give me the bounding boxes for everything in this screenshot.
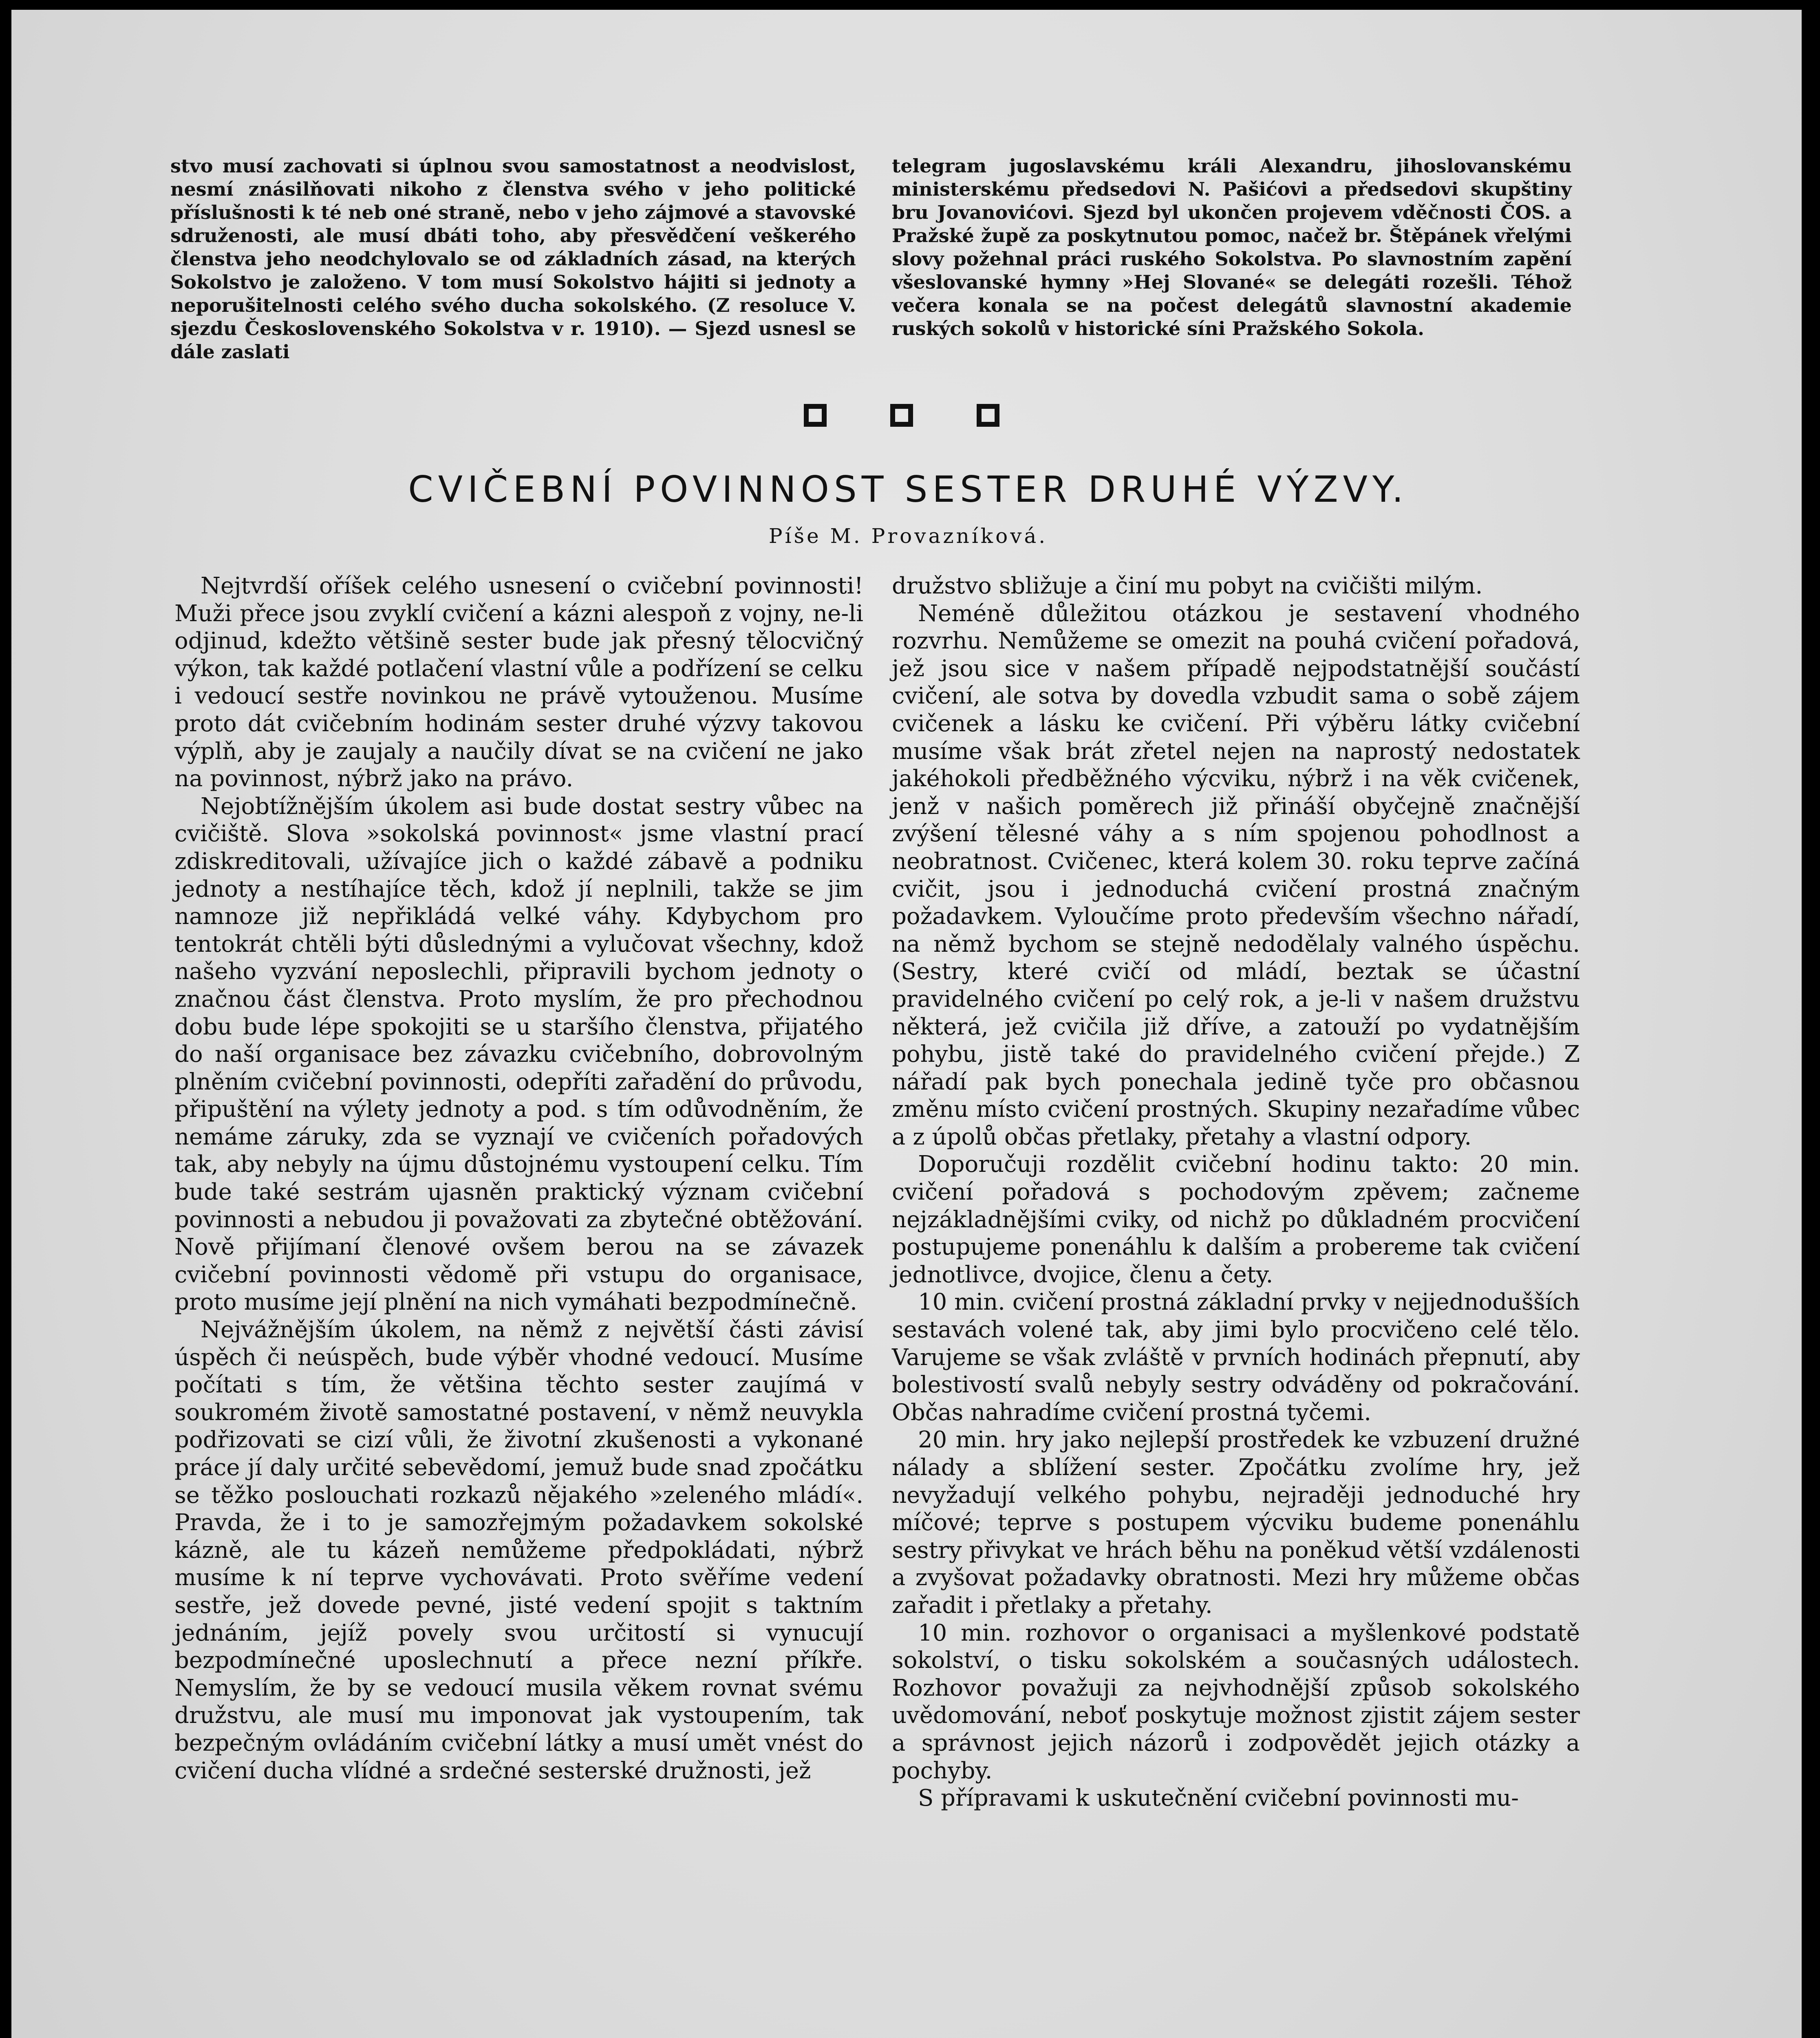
article-byline: Píše M. Provazníková.: [768, 524, 1048, 548]
paragraph: Doporučuji rozdělit cvičební hodinu takto: 20 min. cvičení pořadová s pochodovým zpěvem; začneme nejzákladnějšími cviky, od nichž po důkladném procvičení postupujeme ponenáhlu k dalším a probereme tak cvičení jednotlivce, dvojice, členu a čety.: [892, 1151, 1580, 1288]
paragraph: Nejtvrdší oříšek celého usnesení o cvičební povinnosti! Muži přece jsou zvyklí cvičení a kázni alespoň z vojny, ne-li odjinud, kdežto většině sester bude jak přesný tělocvičný výkon, tak každé potlačení vlastní vůle a podřízení se celku i vedoucí sestře novinkou ne právě vytouženou. Musíme proto dát cvičebním hodinám sester druhé výzvy takovou výplň, aby je zaujaly a naučily dívat se na cvičení ne jako na povinnost, nýbrž jako na právo.: [174, 573, 863, 792]
paragraph: Nejobtížnějším úkolem asi bude dostat sestry vůbec na cvičiště. Slova »sokolská povinnost« jsme vlastní prací zdiskreditovali, užívajíce jich o každé zábavě a podniku jednoty a nestíhajíce těch, kdož jí neplnili, takže se jim namnoze již nepřikládá velké váhy. Kdybychom pro tentokrát chtěli býti důslednými a vylučovat všechny, kdož našeho vyzvání neposlechli, připravili bychom jednoty o značnou část členstva. Proto myslím, že pro přechodnou dobu bude lépe spokojiti se u staršího členstva, přijatého do naší organisace bez závazku cvičebního, dobrovolným plněním cvičební povinnosti, odepříti zařadění do průvodu, připuštění na výlety jednoty a pod. s tím odůvodněním, že nemáme záruky, zda se vyznají ve cvičeních pořadových tak, aby nebyly na újmu důstojnému vystoupení celku. Tím bude také sestrám ujasněn praktický význam cvičební povinnosti a nebudou ji považovati za zbytečné obtěžování. Nově přijímaní členové ovšem berou na se závazek cvičební povinnosti vědomě při vstupu do organisace, proto musíme její plnění na nich vymáhati bezpodmínečně.: [174, 793, 863, 1316]
paragraph: Neméně důležitou otázkou je sestavení vhodného rozvrhu. Nemůžeme se omezit na pouhá cvičení pořadová, jež jsou sice v našem případě nejpodstatnější součástí cvičení, ale sotva by dovedla vzbudit sama o sobě zájem cvičenek a lásku ke cvičení. Při výběru látky cvičební musíme však brát zřetel nejen na naprostý nedostatek jakéhokoli předběžného výcviku, nýbrž i na věk cvičenek, jenž v našich poměrech již přináší obyčejně značnější zvýšení tělesné váhy a s ním spojenou pohodlnost a neobratnost. Cvičenec, která kolem 30. roku teprve začíná cvičit, jsou i jednoduchá cvičení prostná značným požadavkem. Vyloučíme proto především všechno nářadí, na němž bychom se stejně nedodělaly valného úspěchu. (Sestry, které cvičí od mládí, beztak se účastní pravidelného cvičení po celý rok, a je-li v našem družstvu některá, jež cvičila již dříve, a zatouží po vydatnějším pohybu, jistě také do pravidelného cvičení přejde.) Z nářadí pak bych ponechala jedině tyče pro občasnou změnu místo cvičení prostných. Skupiny nezařadíme vůbec a z úpolů občas přetlaky, přetahy a vlastní odpory.: [892, 600, 1580, 1150]
top-right-column: [892, 154, 1572, 340]
article-right-column: [892, 572, 1580, 1812]
separator-square-icon: [977, 404, 999, 427]
paragraph: 20 min. hry jako nejlepší prostředek ke vzbuzení družné nálady a sblížení sester. Zpočátku zvolíme hry, jež nevyžadují velkého pohybu, nejraději jednoduché hry míčové; teprve s postupem výcviku budeme ponenáhlu sestry přivykat ve hrách běhu na poněkud větší vzdálenosti a zvyšovat požadavky obratnosti. Mezi hry můžeme občas zařadit i přetlaky a přetahy.: [892, 1427, 1580, 1619]
paragraph: 10 min. cvičení prostná základní prvky v nejjednodušších sestavách volené tak, aby jimi bylo procvičeno celé tělo. Varujeme se však zvláště v prvních hodinách přepnutí, aby bolestivostí svalů nebyly sestry odváděny od pokračování. Občas nahradíme cvičení prostná tyčemi.: [892, 1289, 1580, 1426]
section-separator: [804, 397, 999, 434]
separator-square-icon: [804, 404, 827, 427]
scanned-page: [11, 10, 1802, 2038]
paragraph: S přípravami k uskutečnění cvičební povinnosti mu-: [918, 1785, 1519, 1812]
paragraph: družstvo sbližuje a činí mu pobyt na cvičišti milým.: [892, 573, 1483, 599]
top-left-paragraph: stvo musí zachovati si úplnou svou samostatnost a neodvislost, nesmí znásilňovati nikoho z členstva svého v jeho politické příslušnosti k té neb oné straně, nebo v jeho zájmové a stavovské sdruženosti, ale musí dbáti toho, aby přesvědčení veškerého členstva jeho neodchylovalo se od základních zásad, na kterých Sokolstvo je založeno. V tom musí Sokolstvo hájiti si jednoty a neporušitelnosti celého svého ducha sokolského. (Z resoluce V. sjezdu Československého Sokolstva v r. 1910). — Sjezd usnesl se dále zaslati: [170, 155, 856, 363]
article-title: CVIČEBNÍ POVINNOST SESTER DRUHÉ VÝZVY.: [408, 468, 1408, 510]
paragraph: Nejvážnějším úkolem, na němž z největší části závisí úspěch či neúspěch, bude výběr vhodné vedoucí. Musíme počítati s tím, že většina těchto sester zaujímá v soukromém životě samostatné postavení, v němž neuvykla podřizovati se cizí vůli, že životní zkušenosti a vykonané práce jí daly určité sebevědomí, jemuž bude snad zpočátku se těžko poslouchati rozkazů nějakého »zeleného mládí«. Pravda, že i to je samozřejmým požadavkem sokolské kázně, ale tu kázeň nemůžeme předpokládati, nýbrž musíme k ní teprve vychovávati. Proto svěříme vedení sestře, jež dovede pevné, jisté vedení spojit s taktním jednáním, jejíž povely svou určitostí si vynucují bezpodmínečné uposlechnutí a přece nezní příkře. Nemyslím, že by se vedoucí musila věkem rovnat svému družstvu, ale musí mu imponovat jak vystoupením, tak bezpečným ovládáním cvičební látky a musí umět vnést do cvičení ducha vlídné a srdečné sesterské družnosti, jež: [174, 1317, 863, 1784]
top-right-paragraph: telegram jugoslavskému králi Alexandru, jihoslovanskému ministerskému předsedovi N. Pašićovi a předsedovi skupštiny bru Jovanovićovi. Sjezd byl ukončen projevem vděčnosti ČOS. a Pražské župě za poskytnutou pomoc, načež br. Štěpánek vřelými slovy požehnal práci ruského Sokolstva. Po slavnostním zapění všeslovanské hymny »Hej Slované« se delegáti rozešli. Téhož večera konala se na počest delegátů slavnostní akademie ruských sokolů v historické síni Pražského Sokola.: [892, 155, 1572, 340]
article-left-column: [174, 572, 863, 1784]
top-left-column: [170, 154, 856, 364]
separator-square-icon: [890, 404, 913, 427]
paragraph: 10 min. rozhovor o organisaci a myšlenkové podstatě sokolství, o tisku sokolském a současných událostech. Rozhovor považuji za nejvhodnější způsob sokolského uvědomování, neboť poskytuje možnost zjistit zájem sester a správnost jejich názorů i zodpovědět jejich otázky a pochyby.: [892, 1619, 1580, 1784]
